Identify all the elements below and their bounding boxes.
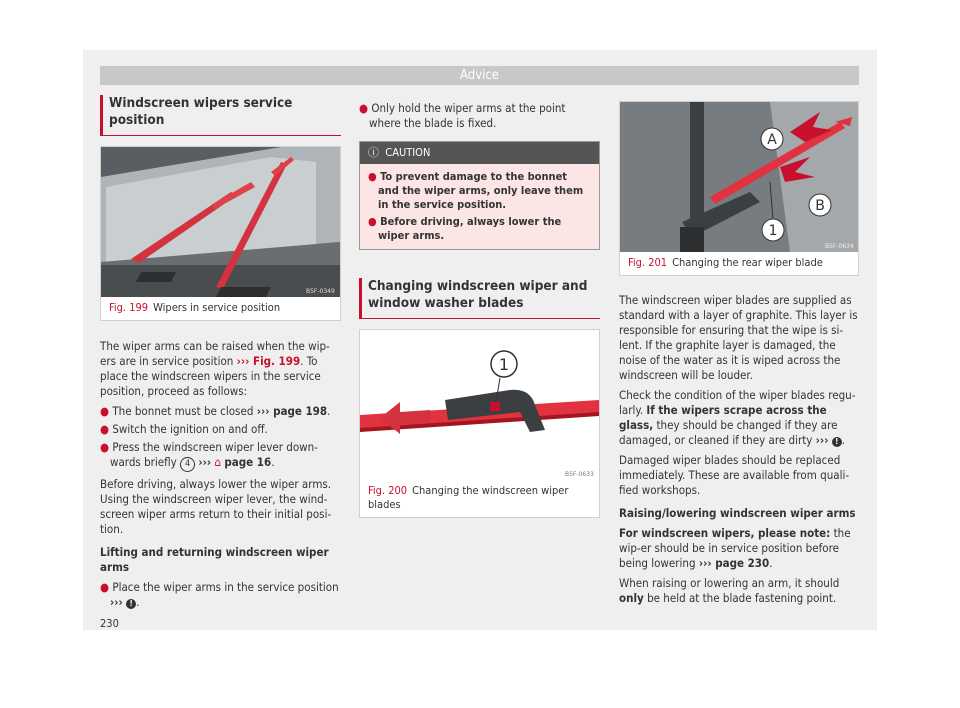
paragraph-hold: When raising or lowering an arm, it should only be held at the blade fastening point. — [619, 576, 840, 605]
figure-200 — [359, 329, 600, 518]
list-item: ● Only hold the wiper arms at the point where the blade is fixed. — [359, 101, 566, 130]
wiper-blade-illustration — [360, 330, 599, 480]
page-reference-link[interactable]: ››› page 198 — [256, 404, 328, 418]
list-item: ● Switch the ignition on and off. — [100, 422, 268, 436]
figure-code: B5F-0349 — [306, 288, 335, 295]
caution-header: ⓘ CAUTION — [360, 142, 599, 164]
column-1 — [100, 95, 341, 613]
figure-number: Fig. 199 — [109, 301, 149, 314]
list-item: ● Place the wiper arms in the service position ››› ! . — [100, 580, 339, 609]
figure-number: Fig. 200 — [368, 484, 408, 497]
figure-199 — [100, 146, 341, 321]
page-reference-link[interactable]: page 16 — [224, 455, 272, 469]
callout-label: 1 — [498, 355, 510, 374]
paragraph-note: For windscreen wipers, please note: the wip-er should be in service position before being lowering ››› page 230. — [619, 526, 851, 570]
subheading-raising: Raising/lowering windscreen wiper arms — [619, 506, 856, 520]
list-item: ● Press the windscreen wiper lever down-wards briefly 4 ››› ⌂ page 16. — [100, 440, 341, 472]
figure-caption-text: Wipers in service position — [153, 301, 281, 314]
figure-caption-text: Changing the windscreen wiper blades — [368, 484, 569, 511]
list-item: ● The bonnet must be closed ››› page 198. — [100, 404, 331, 418]
figure-number: Fig. 201 — [628, 256, 668, 269]
wipers-service-illustration — [101, 147, 340, 297]
callout-label-a: A — [767, 132, 777, 148]
info-icon: ⓘ — [368, 146, 379, 159]
figure-caption — [620, 252, 858, 275]
column-3 — [619, 101, 859, 611]
rear-wiper-illustration — [620, 102, 858, 252]
caution-body: ● To prevent damage to the bonnet and the wiper arms, only leave them in the service position. ● Before driving, always lower the wiper arms. — [360, 164, 599, 249]
warning-icon: ! — [126, 599, 136, 609]
figure-caption — [101, 297, 340, 320]
callout-number: 4 — [180, 457, 195, 472]
caution-box — [359, 141, 600, 250]
callout-label-b: B — [815, 198, 825, 214]
figure-caption-text: Changing the rear wiper blade — [672, 256, 823, 269]
page-reference-link[interactable]: ››› page 230 — [698, 556, 770, 570]
callout-label-1: 1 — [768, 223, 778, 239]
page-number: 230 — [100, 617, 119, 630]
paragraph-graphite: The windscreen wiper blades are supplied as standard with a layer of graphite. This layer is responsible for ensuring that the wipe is si-lent. If the graphite layer is damaged, the noise of the water as it is wiped across the windscreen will be louder. — [619, 293, 858, 382]
warning-icon: ! — [832, 437, 842, 447]
figure-code: B5F-0634 — [825, 243, 854, 250]
page-header: Advice — [100, 66, 859, 85]
figure-code: B5F-0633 — [565, 471, 594, 478]
paragraph-intro: The wiper arms can be raised when the wip-ers are in service position ››› Fig. 199. To place the windscreen wipers in the service position, proceed as follows: — [100, 339, 330, 398]
subheading-lifting: Lifting and returning windscreen wiper arms — [100, 545, 329, 574]
figure-caption — [360, 480, 599, 517]
figure-201 — [619, 101, 859, 276]
section-title-service-position: Windscreen wipers service position — [100, 95, 341, 136]
paragraph-check: Check the condition of the wiper blades regu-larly. If the wipers scrape across the glass, they should be changed if they are damaged, or cleaned if they are dirty ››› ! . — [619, 388, 856, 447]
paragraph-damaged: Damaged wiper blades should be replaced immediately. These are available from quali-fied workshops. — [619, 453, 850, 497]
book-icon: ⌂ — [214, 455, 222, 469]
fig-reference-link[interactable]: ››› Fig. 199 — [236, 354, 301, 368]
column-2 — [359, 101, 600, 518]
section-title-changing-blades: Changing windscreen wiper and window washer blades — [359, 278, 600, 319]
paragraph-lower: Before driving, always lower the wiper arms. Using the windscreen wiper lever, the wind-screen wiper arms return to their initial posi-tion. — [100, 477, 332, 536]
